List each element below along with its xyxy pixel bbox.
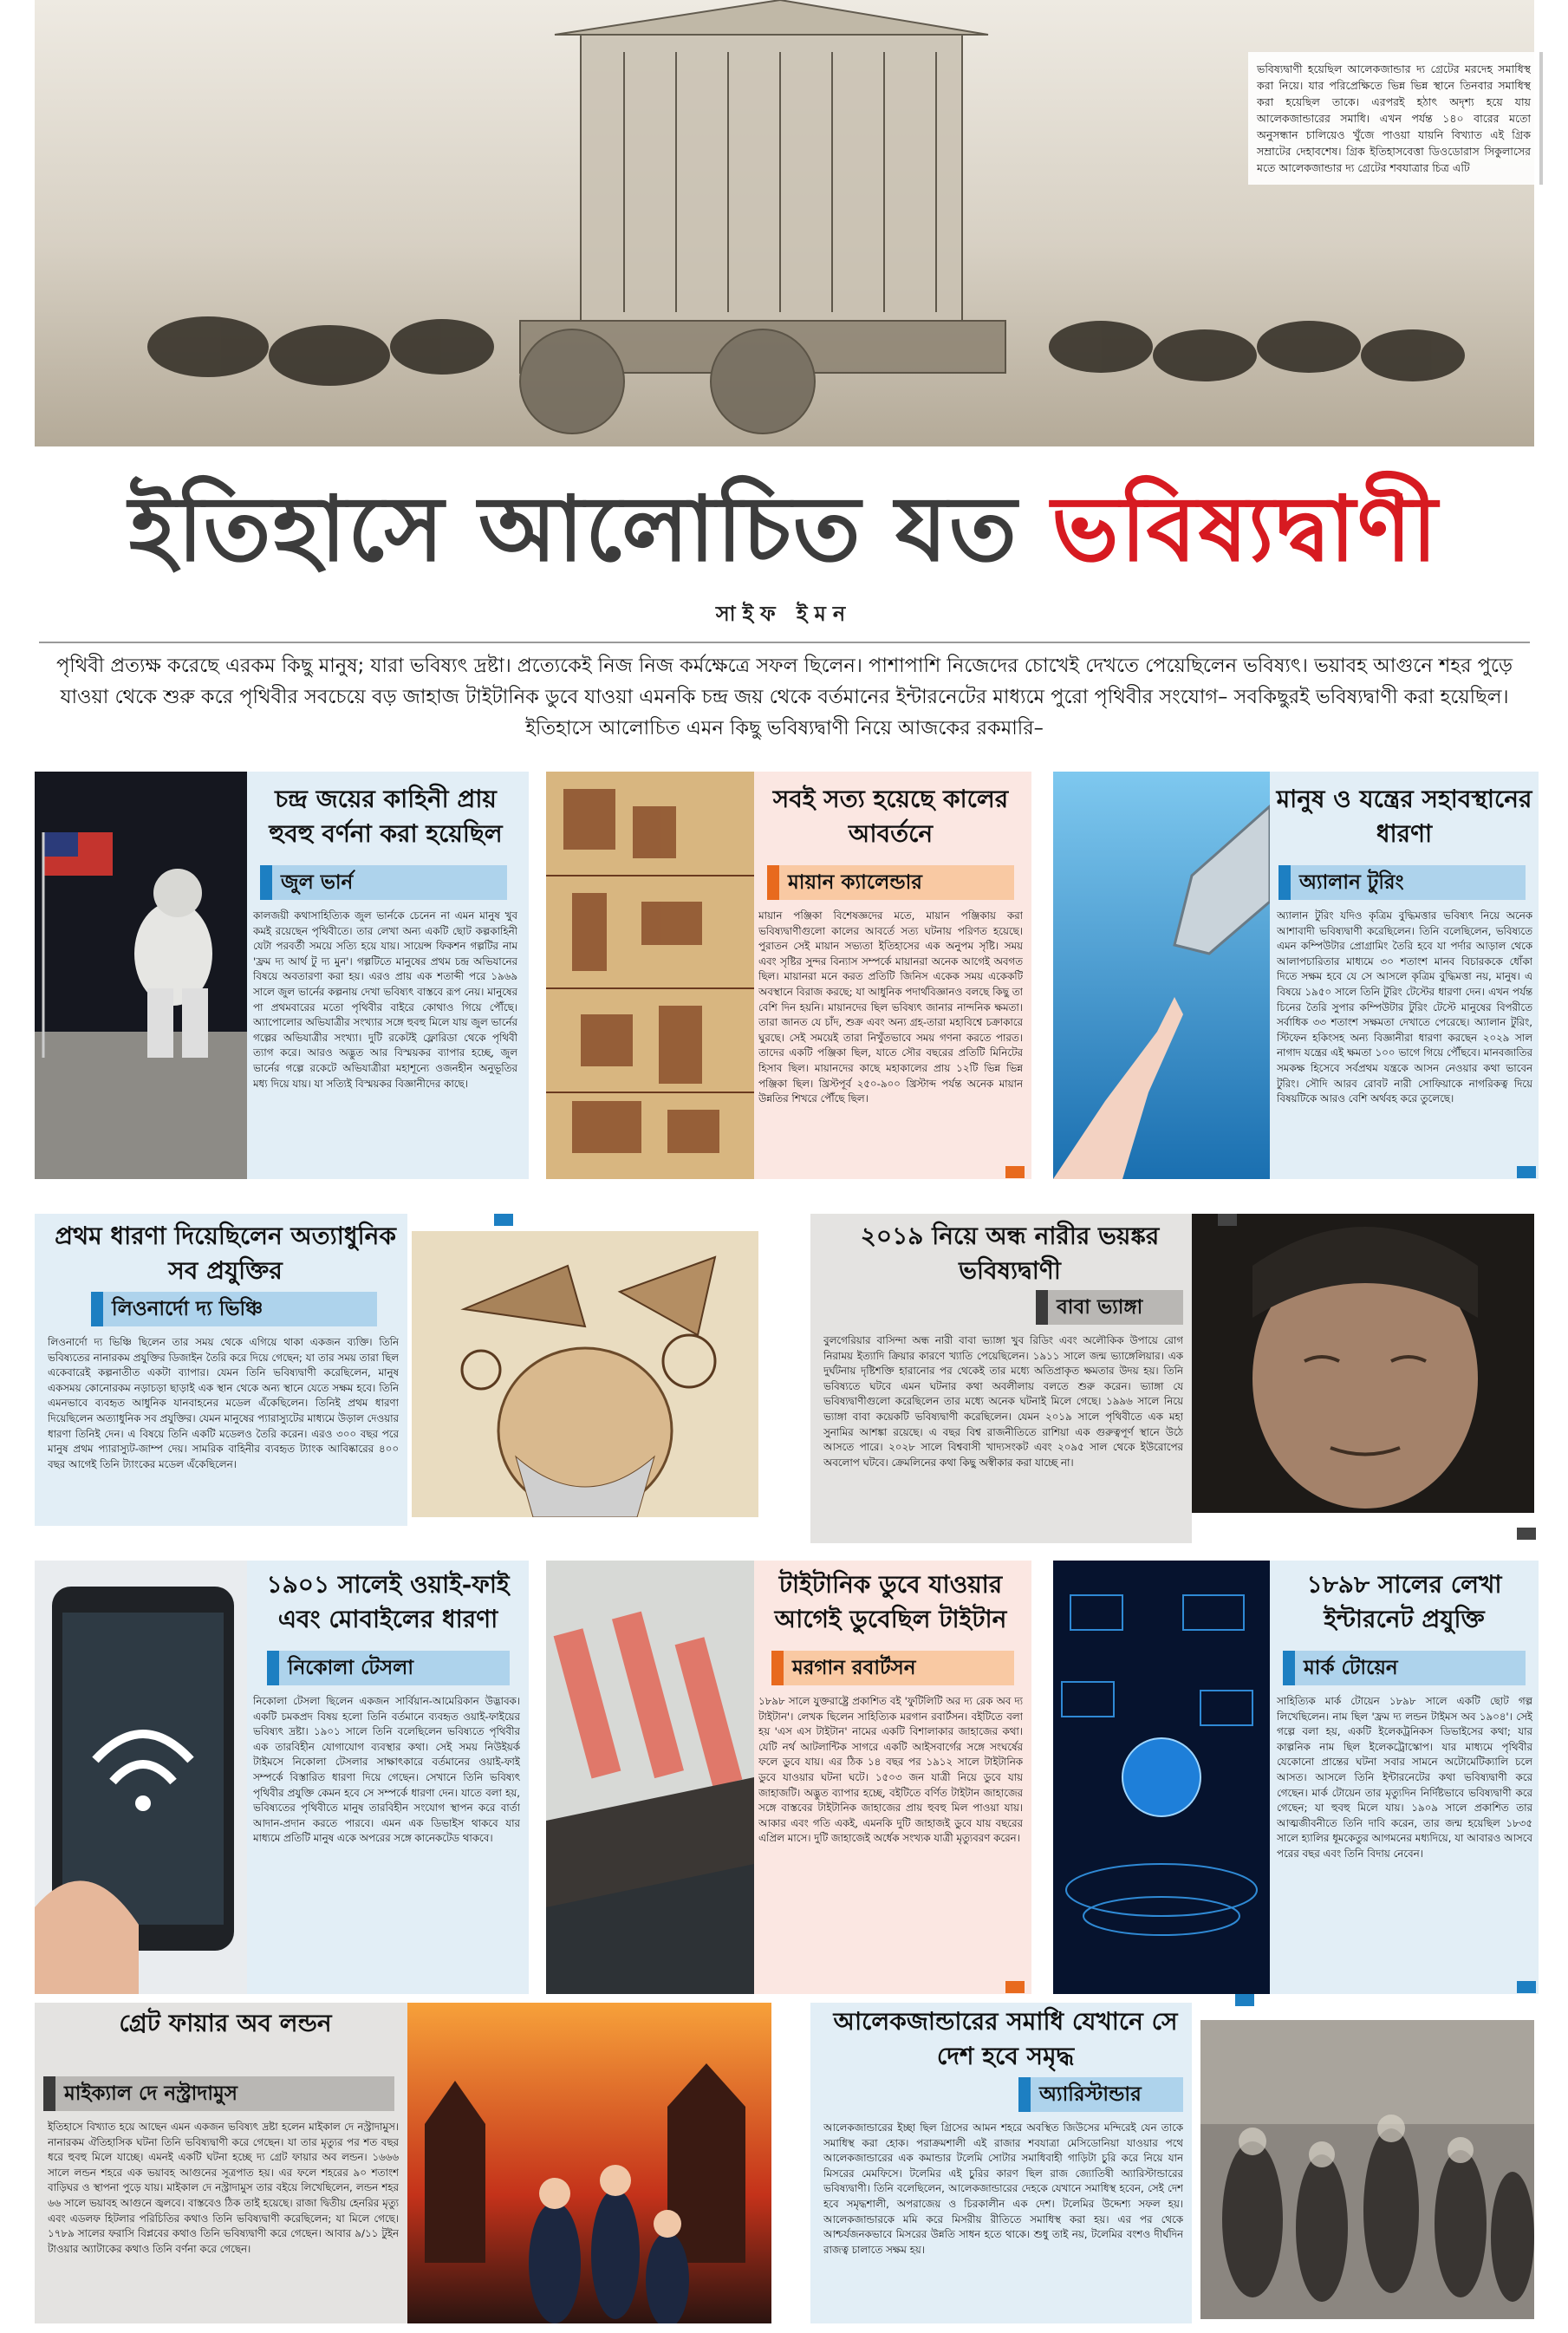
- person-tag: লিওনার্দো দ্য ভিঞ্চি: [91, 1292, 377, 1326]
- card-body: নিকোলা টেসলা ছিলেন একজন সার্বিয়ান-আমেরিকান উদ্ভাবক। একটি চমকপ্রদ বিষয় হলো তিনি বর্তমানে ব্যবহৃত ওয়াই-ফাইয়ের ভবিষ্যৎ দ্রষ্টা। ১৯০১ সালে তিনি বলেছিলেন ভবিষ্যতে পৃথিবীর এক তারবিহীন যোগাযোগ ব্যবস্থার কথা। সেই সময় নিউইয়র্ক টাইমসে নিকোলা টেসলার সাক্ষাৎকারে বর্তমানের ওয়াই-ফাই সম্পর্কে বিস্তারিত ধারণা দিয়ে গেছেন। সেখানে তিনি ভবিষ্যৎ পৃথিবীর প্রযুক্তি কেমন হবে সে সম্পর্কে ধারণা দেন। যাতে বলা হয়, ভবিষ্যতের পৃথিবীতে মানুষ তারবিহীন সংযোগ স্থাপন করে বার্তা আদান-প্রদান করতে পারবে। এমন এক ডিভাইস থাকবে যার মাধ্যমে প্রতিটি মানুষ একে অপরের সঙ্গে কানেকটেড থাকবে।: [253, 1695, 520, 1845]
- card-body: মায়ান পঞ্জিকা বিশেষজ্ঞদের মতে, মায়ান পঞ্জিকায় করা ভবিষ্যদ্বাণীগুলো কালের আবর্তে সত্য ঘটনায় পরিণত হয়েছে। পুরাতন সেই মায়ান সভ্যতা ইতিহাসের এক অনুপম সৃষ্টি। সময় এবং সৃষ্টির সুন্দর বিন্যাস সম্পর্কে মায়ানরা অনেক আগেই অবগত ছিল। মায়ানরা মনে করত প্রতিটি জিনিস একেক সময় একেকটি অবস্থানে বিরাজ করছে; যা আধুনিক পদার্থবিজ্ঞানও বলছে কিছু তা বেশি দিন হয়নি। মায়ানদের ছিল ভবিষ্যৎ জানার নান্দনিক ক্ষমতা। তারা জানত যে চাঁদ, শুক্র এবং অন্য গ্রহ-তারা মহাবিশ্বে চক্রাকারে ঘুরছে। সেই সময়েই তারা নিখুঁতভাবে সময় গণনা করতে পারত। তাদের একটি পঞ্জিকা ছিল, যাতে সৌর বছরের প্রতিটি মিনিটের হিসাব ছিল। মায়ানদের কাছে মহাকালের প্রায় ১২টি ভিন্ন ভিন্ন পঞ্জিকা ছিল। খ্রিস্টপূর্ব ২৫০-৯০০ খ্রিস্টাব্দ পর্যন্ত অনেক মায়ান উন্নতির শিখরে পৌঁছে ছিল।: [758, 909, 1023, 1105]
- great-fire-of-london-image: [407, 2003, 771, 2323]
- card-title: আলেকজান্ডারের সমাধি যেখানে সে দেশ হবে সমৃদ্ধ: [833, 2007, 1178, 2070]
- wifi-phone-image: [35, 1561, 247, 1994]
- card-jules-verne: [35, 772, 529, 1179]
- card-body: ১৮৯৮ সালে যুক্তরাষ্ট্রে প্রকাশিত বই 'ফুটিলিটি অর দ্য রেক অব দ্য টাইটান'। লেখক ছিলেন সাহিত্যিক মরগান রবার্টসন। বইটিতে বলা হয় 'এস এস টাইটান' নামের একটি বিশালাকার জাহাজের কথা। যেটি নর্থ আটলান্টিক সাগরে একটি আইসবার্গের সঙ্গে সংঘর্ষের ফলে ডুবে যায়। এর ঠিক ১৪ বছর পর ১৯১২ সালে টাইটানিক ডুবে যাওয়ার ঘটনা ঘটে। ১৫০৩ জন যাত্রী নিয়ে ডুবে যায় জাহাজটি। অদ্ভুত ব্যাপার হচ্ছে, বইটিতে বর্ণিত টাইটান জাহাজের সঙ্গে বাস্তবের টাইটানিক জাহাজের প্রায় হুবহু মিল পাওয়া যায়। আকার এবং গতি একই, এমনকি দুটি জাহাজই ডুবে যায় বছরের এপ্রিল মাসে। দুটি জাহাজেই অর্ধেক সংখ্যক যাত্রী মৃত্যুবরণ করেন।: [758, 1695, 1023, 1845]
- card-nikola-tesla: [35, 1561, 529, 1994]
- card-body: ইতিহাসে বিখ্যাত হয়ে আছেন এমন একজন ভবিষ্যৎ দ্রষ্টা হলেন মাইকাল দে নস্ট্রাদামুস। নানারকম ঐতিহাসিক ঘটনা তিনি ভবিষ্যদ্বাণী করে গেছেন। যা তার মৃত্যুর পর শত বছর ধরে হুবহু মিলে যাচ্ছে। এমনই একটি ঘটনা হচ্ছে দ্য গ্রেট ফায়ার অব লন্ডন। ১৬৬৬ সালে লন্ডন শহরে এক ভয়াবহ আগুনের সূত্রপাত হয়। এর ফলে শহরের ৯০ শতাংশ বাড়িঘর ও স্থাপনা পুড়ে যায়। মাইকাল দে নস্ট্রাদামুস তার বইয়ে লিখেছিলেন, লন্ডন শহর ৬৬ সালে ভয়াবহ আগুনে জ্বলবে। বাস্তবেও ঠিক তাই হয়েছে। রাজা দ্বিতীয় হেনরির মৃত্যু এবং এডলফ হিটলার পরিচিতির কথাও তিনি ভবিষ্যদ্বাণী করেছিলেন; যা মিলে গেছে। ১৭৮৯ সালের ফরাসি বিপ্লবের কথাও তিনি ভবিষ্যদ্বাণী করে গেছেন। আবার ৯/১১ টুইন টাওয়ার অ্যাটাকের কথাও তিনি বর্ণনা করে গেছেন।: [48, 2121, 399, 2255]
- card-alan-turing: [1053, 772, 1539, 1179]
- card-baba-vanga: [810, 1214, 1539, 1543]
- hero-caption: ভবিষ্যদ্বাণী হয়েছিল আলেকজান্ডার দ্য গ্রেটের মরদেহ সমাধিস্থ করা নিয়ে। যার পরিপ্রেক্ষিতে ভিন্ন ভিন্ন স্থানে তিনবার সমাধিস্থ করা হয়েছিল তাকে। এরপরই হঠাৎ অদৃশ্য হয়ে যায় আলেকজান্ডারের সমাধি। এখন পর্যন্ত ১৪০ বারের মতো অনুসন্ধান চালিয়েও খুঁজে পাওয়া যায়নি বিখ্যাত এই গ্রিক সম্রাটের দেহাবশেষ। গ্রিক ইতিহাসবেত্তা ডিওডোরাস সিকুলাসের মতে আলেকজান্ডার দ্য গ্রেটের শবযাত্রার চিত্র এটি: [1248, 52, 1543, 185]
- card-body: লিওনার্দো দ্য ভিঞ্চি ছিলেন তার সময় থেকে এগিয়ে থাকা একজন ব্যক্তি। তিনি ভবিষ্যতের নানারকম প্রযুক্তির ডিজাইন তৈরি করে দিয়ে গেছেন; যা তার সময় তারা ছিল একেবারেই কল্পনাতীত একটা ব্যাপার। যেমন তিনি ভবিষ্যদ্বাণী করেছিলেন, মানুষ একসময় কোনোরকম নড়াচড়া ছাড়াই এক স্থান থেকে অন্য স্থানে যেতে সক্ষম হবে। তিনি এমনভাবে ব্যবহৃত আধুনিক যানবাহনের মডেল এঁকেছিলেন। তিনিই প্রথম ধারণা দিয়েছিলেন অত্যাধুনিক সব প্রযুক্তির। যেমন মানুষের প্যারাস্যুটের মাধ্যমে উড়াল দেওয়ার ধারণা তিনিই দেন। এ বিষয়ে তিনি একটি মডেলও তৈরি করেন। এরও ৩০০ বছর পরে মানুষ প্রথম প্যারাস্যুট-জাম্প দেয়। সামরিক বাহিনীর ব্যবহৃত ট্যাংক আবিষ্কারের ৪০০ বছর আগেই তিনি ট্যাংকের মডেল এঁকেছিলেন।: [48, 1336, 399, 1470]
- card-title: গ্রেট ফায়ার অব লন্ডন: [119, 2009, 332, 2037]
- card-title: সবই সত্য হয়েছে কালের আবর্তনে: [772, 785, 1009, 848]
- alexander-tomb-engraving: [1200, 2020, 1534, 2319]
- card-title: চন্দ্র জয়ের কাহিনী প্রায় হুবহু বর্ণনা করা হয়েছিল: [269, 785, 503, 848]
- mayan-codex-image: [546, 772, 754, 1179]
- moon-landing-photo: [35, 772, 247, 1179]
- card-aristander: [810, 1994, 1539, 2323]
- internet-globe-image: [1053, 1561, 1270, 1994]
- davinci-inventions-sketch: [412, 1231, 758, 1517]
- person-tag: মার্ক টোয়েন: [1283, 1651, 1526, 1685]
- titanic-sinking-image: [546, 1561, 754, 1994]
- card-mark-twain: [1053, 1561, 1539, 1994]
- person-tag: মরগান রবার্টসন: [771, 1651, 1014, 1685]
- headline-part-2: ভবিষ্যদ্বাণী: [1051, 475, 1440, 582]
- card-title: ২০১৯ নিয়ে অন্ধ নারীর ভয়ঙ্কর ভবিষ্যদ্বাণী: [860, 1222, 1160, 1285]
- card-title: ১৮৯৮ সালের লেখা ইন্টারনেট প্রযুক্তি: [1306, 1570, 1502, 1633]
- person-tag: বাবা ভ্যাঙ্গা: [1036, 1290, 1183, 1325]
- card-nostradamus: [35, 2003, 780, 2323]
- card-title: ১৯০১ সালেই ওয়াই-ফাই এবং মোবাইলের ধারণা: [266, 1570, 510, 1633]
- card-body: অ্যালান টুরিং যদিও কৃত্রিম বুদ্ধিমত্তার ভবিষ্যৎ নিয়ে অনেক আশাবাদী ভবিষ্যদ্বাণী করেছিলেন। তিনি বলেছিলেন, ভবিষ্যতে এমন কম্পিউটার প্রোগ্রামিং তৈরি হবে যা পর্দার আড়াল থেকে আলাপচারিতার মাধ্যমে ৩০ শতাংশ মানব বিচারককে ধোঁকা দিতে সক্ষম হবে যে সে আসলে কৃত্রিম বুদ্ধিমত্তা নয়, মানুষ। এ বিষয়ে ১৯৫০ সালে তিনি টুরিং টেস্টের ধারণা দেন। এখন পর্যন্ত চিনের তৈরি সুপার কম্পিউটার টুরিং টেস্টে মানুষের বিপরীতে সর্বাধিক ৩৩ শতাংশ সক্ষমতা দেখাতে পেরেছে। অ্যালান টুরিং, স্টিফেন হকিংসহ অন্য বিজ্ঞানীরা ধারণা করছেন ২০২৯ সাল নাগাদ যন্ত্রের এই ক্ষমতা ১০০ ভাগে গিয়ে পৌঁছবে। মানবজাতির সমকক্ষ হিসেবে সর্বপ্রথম যন্ত্রকে আসন নেওয়ার কথা ভাবেন টুরিং। সৌদি আরব রোবট নারী সোফিয়াকে নাগরিকত্ব দিয়ে বিষয়টিকে আরও বেশি অর্থবহ করে তুলেছে।: [1277, 909, 1532, 1105]
- baba-vanga-portrait: [1192, 1214, 1534, 1513]
- card-body: আলেকজান্ডারের ইচ্ছা ছিল গ্রিসের আমন শহরে অবস্থিত জিউসের মন্দিরেই যেন তাকে সমাধিস্থ করা হোক। পরাক্রমশালী এই রাজার শবযাত্রা মেসিডোনিয়া যাওয়ার পথে আলেকজান্ডারের এক কমান্ডার টলেমি সোটার সমাধিবাহী গাড়িটা চুরি করে নিয়ে যান মিসরের মেমফিসে। টলেমির এই চুরির কারণ ছিল রাজ জ্যোতিষী অ্যারিস্টান্ডারের ভবিষ্যদ্বাণী। তিনি বলেছিলেন, আলেকজান্ডারের দেহকে যেখানে সমাধিস্থ হবেন, সেই দেশ হবে সমৃদ্ধশালী, অপরাজেয় ও চিরকালীন এক দেশ। টলেমির উদ্দেশ্য সফল হয়। আলেকজান্ডারকে মমি করে মিসরীয় রীতিতে সমাধিস্থ করা হয়। এর পর থেকে আশ্চর্যজনকভাবে মিসরের উন্নতি সাধন হতে থাকে। শুধু তাই নয়, টলেমির বংশও দীর্ঘদিন রাজত্ব চালাতে সক্ষম হয়।: [823, 2121, 1183, 2256]
- card-title: মানুষ ও যন্ত্রের সহাবস্থানের ধারণা: [1276, 785, 1532, 848]
- person-tag: নিকোলা টেসলা: [267, 1651, 510, 1685]
- robot-human-hand-image: [1053, 772, 1270, 1179]
- person-tag: অ্যারিস্টান্ডার: [1018, 2077, 1183, 2112]
- main-headline: [0, 459, 1568, 610]
- card-morgan-robertson: [537, 1561, 1031, 1994]
- card-title: টাইটানিক ডুবে যাওয়ার আগেই ডুবেছিল টাইটান: [774, 1570, 1007, 1633]
- card-mayan-calendar: [537, 772, 1031, 1179]
- card-title: প্রথম ধারণা দিয়েছিলেন অত্যাধুনিক সব প্রযুক্তির: [55, 1222, 396, 1285]
- card-leonardo-da-vinci: [35, 1214, 771, 1526]
- person-tag: মায়ান ক্যালেন্ডার: [767, 865, 1014, 900]
- card-body: বুলগেরিয়ার বাসিন্দা অন্ধ নারী বাবা ভ্যাঙ্গা খুব রিডিং এবং অলৌকিক উপায়ে রোগ নিরাময় ইত্যাদি ক্রিয়ার কারণে খ্যাতি পেয়েছিলেন। ১৯১১ সালে জন্ম ভ্যাঙ্গেলিয়ার। এক দুর্ঘটনায় দৃষ্টিশক্তি হারানোর পর থেকেই তার মধ্যে অতিপ্রাকৃত ক্ষমতার উদয় হয়। তিনি ভবিষ্যতে ঘটবে এমন ঘটনার কথা অবলীলায় বলতে শুরু করেন। ভ্যাঙ্গা যে ভবিষ্যদ্বাণীগুলো করেছিলেন তার মধ্যে অনেক ঘটনাই মিলে গেছে। ১৯৯৬ সালে নিয়ে ভ্যাঙ্গা বাবা কয়েকটি ভবিষ্যদ্বাণী করেছিলেন। যেমন ২০১৯ সালে পৃথিবীতে এক মহা সুনামির আশঙ্কা রয়েছে। এ বছর বিশ্ব রাজনীতিতে রাশিয়া এক গুরুত্বপূর্ণ স্থানে উঠে আসতে পারে। ২০২৮ সালে বিশ্ববাসী খাদ্যসংকট এবং ২০৯৫ সাল থেকে ইউরোপের অবলোপ ঘটবে। ক্রেমলিনের কথা কিছু অস্বীকার করা যাচ্ছে না।: [823, 1334, 1183, 1469]
- person-tag: মাইক্যাল দে নস্ট্রাদামুস: [43, 2076, 394, 2111]
- intro-paragraph: পৃথিবী প্রত্যক্ষ করেছে এরকম কিছু মানুষ; যারা ভবিষ্যৎ দ্রষ্টা। প্রত্যেকেই নিজ নিজ কর্মক্ষেত্রে সফল ছিলেন। পাশাপাশি নিজেদের চোখেই দেখতে পেয়েছিলেন ভবিষ্যৎ। ভয়াবহ আগুনে শহর পুড়ে যাওয়া থেকে শুরু করে পৃথিবীর সবচেয়ে বড় জাহাজ টাইটানিক ডুবে যাওয়া এমনকি চন্দ্র জয় থেকে বর্তমানের ইন্টারনেটের মাধ্যমে পুরো পৃথিবীর সংযোগ– সবকিছুরই ভবিষ্যদ্বাণী করা হয়েছিল। ইতিহাসে আলোচিত এমন কিছু ভবিষ্যদ্বাণী নিয়ে আজকের রকমারি–: [39, 642, 1530, 744]
- person-tag: অ্যালান টুরিং: [1278, 865, 1526, 900]
- byline: সাইফ ইমন: [715, 602, 853, 626]
- headline-part-1: ইতিহাসে আলোচিত যত: [128, 475, 1052, 582]
- card-body: সাহিত্যিক মার্ক টোয়েন ১৮৯৮ সালে একটি ছোট গল্প লিখেছিলেন। নাম ছিল 'ফ্রম দ্য লন্ডন টাইমস অব ১৯০৪'। সেই গল্পে বলা হয়, একটি ইলেকট্রনিকস ডিভাইসের কথা; যার কাল্পনিক নাম ছিল ইলেকট্রোস্কোপ। যার মাধ্যমে পৃথিবীর যেকোনো প্রান্তের ঘটনা সবার সামনে অটোমেটিক্যালি চলে আসত। আসলে তিনি ইন্টারনেটের কথা ভবিষ্যদ্বাণী করে গেছেন। মার্ক টোয়েন তার মৃত্যুদিন নির্দিষ্টভাবে ভবিষ্যদ্বাণী করে গেছেন; যা হুবহু মিলে যায়। ১৯০৯ সালে প্রকাশিত তার আত্মজীবনীতে তিনি দাবি করেন, তার জন্ম হয়েছিল ১৮৩৫ সালে হ্যালির ধূমকেতুর আগমনের মধ্যদিয়ে, যা আবারও আসবে পরের বছর এবং তিনি বিদায় নেবেন।: [1277, 1695, 1532, 1860]
- card-body: কালজয়ী কথাসাহিত্যিক জুল ভার্নকে চেনেন না এমন মানুষ খুব কমই রয়েছেন পৃথিবীতে। তার লেখা অন্য একটি ছোট কল্পকাহিনী যেটা পরবর্তী সময়ে সত্যি হয়ে যায়। সায়েন্স ফিকশন গল্পটির নাম 'ফ্রম দ্য আর্থ টু দ্য মুন'। গল্পটিতে মানুষের প্রথম চন্দ্র অভিযানের বিষয়ে অবতারণা করা হয়। এরও প্রায় এক শতাব্দী পরে ১৯৬৯ সালে জুল ভার্নের কল্পনায় দেখা ভবিষ্যৎ বাস্তবে রূপ নেয়। মানুষের পা প্রথমবারের মতো পৃথিবীর বাইরে কোথাও গিয়ে পৌঁছে। অ্যাপোলোর অভিযাত্রীর সংখ্যার সঙ্গে হুবহু মিলে যায় জুল ভার্নের গল্পের অভিযাত্রীর সংখ্যা। দুটি রকেটই ফ্লোরিডা থেকে পৃথিবী ত্যাগ করে। আরও অদ্ভুত আর বিস্ময়কর ব্যাপার হচ্ছে, জুল ভার্নের গল্পে রকেটে অভিযাত্রীরা মহাশূন্যে ওজনহীন অনুভূতির মধ্য দিয়ে যায়। যা সত্যিই বিস্ময়কর বিজ্ঞানীদের কাছে।: [253, 909, 517, 1090]
- person-tag: জুল ভার্ন: [260, 865, 507, 900]
